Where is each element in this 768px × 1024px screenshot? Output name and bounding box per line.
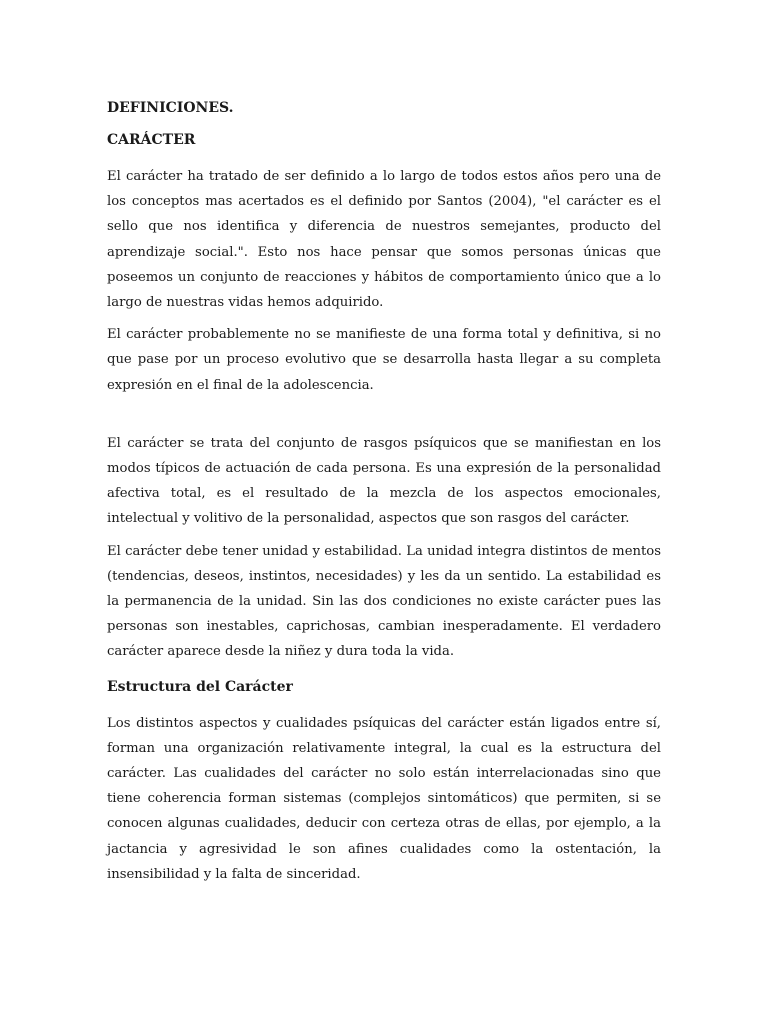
section-heading-estructura: Estructura del Carácter <box>107 678 293 695</box>
section-heading-definitions: DEFINICIONES. <box>107 100 234 116</box>
paragraph-4: El carácter debe tener unidad y estabilidad. La unidad integra distintos de mentos (tendencias, deseos, instintos, necesidades) y les da un sentido. La estabilidad es la permanencia de la unidad. Sin las dos condiciones no existe carácter pues las personas son inestables, caprichosas, cambian inesperadamente. El verdadero carácter aparece desde la niñez y dura toda la vida. <box>107 543 661 660</box>
section-heading-caracter: CARÁCTER <box>107 132 196 148</box>
paragraph-3: El carácter se trata del conjunto de rasgos psíquicos que se manifiestan en los modos típicos de actuación de cada persona. Es una expresión de la personalidad afectiva total, es el resultado de la mezcla de los aspectos emocionales, intelectual y volitivo de la personalidad, aspectos que son rasgos del carácter. <box>107 435 661 527</box>
paragraph-2: El carácter probablemente no se manifieste de una forma total y definitiva, si no que pase por un proceso evolutivo que se desarrolla hasta llegar a su completa expresión en el final de la adolescencia. <box>107 327 661 393</box>
blank-spacer <box>107 405 661 431</box>
paragraph-5: Los distintos aspectos y cualidades psíquicas del carácter están ligados entre sí, forman una organización relativamente integral, la cual es la estructura del carácter. Las cualidades del carácter no solo están interrelacionadas sino que tiene coherencia forman sistemas (complejos sintomáticos) que permiten, si se conocen algunas cualidades, deducir con certeza otras de ellas, por ejemplo, a la jactancia y agresividad le son afines cualidades como la ostentación, la insensibilidad y la falta de sinceridad. <box>107 715 661 882</box>
paragraph-1: El carácter ha tratado de ser definido a lo largo de todos estos años pero una de los conceptos mas acertados es el definido por Santos (2004), "el carácter es el sello que nos identifica y diferencia de nuestros semejantes, producto del aprendizaje social.". Esto nos hace pensar que somos personas únicas que poseemos un conjunto de reacciones y hábitos de comportamiento único que a lo largo de nuestras vidas hemos adquirido. <box>107 169 661 311</box>
document-page <box>107 98 661 894</box>
